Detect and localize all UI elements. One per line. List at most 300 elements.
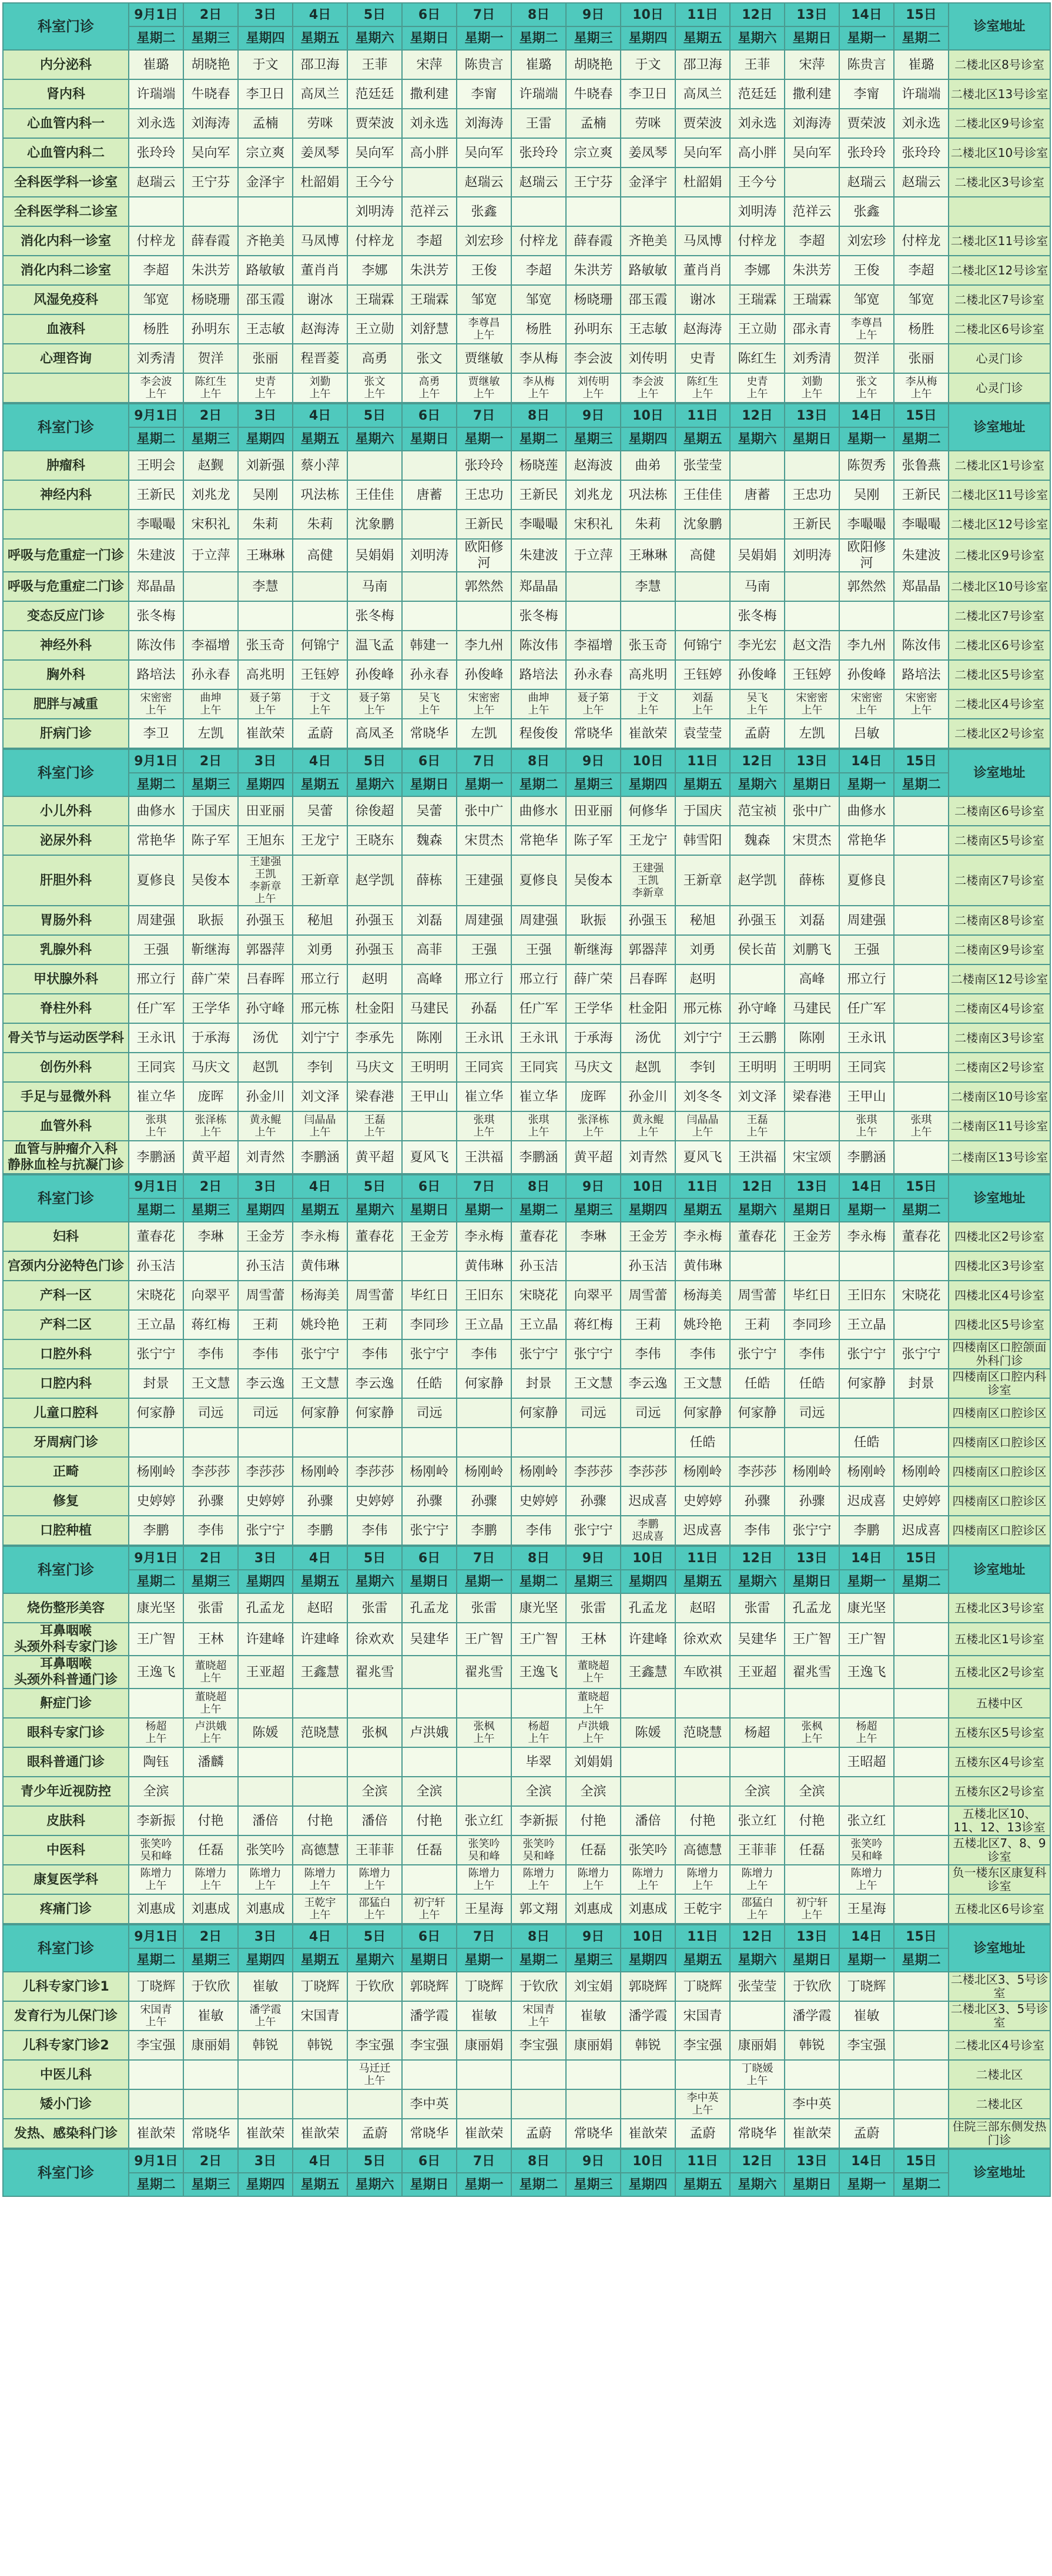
doctor-cell: 高兆明 (238, 660, 293, 689)
doctor-cell: 赵明 (347, 964, 402, 994)
date-header: 9月1日 (129, 2149, 183, 2173)
doctor-cell (675, 2060, 730, 2089)
doctor-cell: 丁晓媛 上午 (730, 2060, 785, 2089)
department-row (3, 1806, 1050, 1835)
doctor-cell: 田亚丽 (566, 796, 621, 826)
doctor-cell: 王强 (839, 935, 894, 964)
room-location: 二楼南区9号诊室 (949, 935, 1050, 964)
doctor-cell: 陈增力 上午 (347, 1865, 402, 1894)
doctor-cell: 王雷 (511, 109, 566, 138)
doctor-cell: 崔立华 (129, 1082, 183, 1111)
doctor-cell: 吕春晖 (621, 964, 675, 994)
weekday-header: 星期五 (293, 1198, 347, 1222)
doctor-cell: 李甯 (839, 79, 894, 109)
doctor-cell: 崔歆荣 (293, 2119, 347, 2148)
doctor-cell: 封景 (894, 1369, 949, 1398)
doctor-cell: 王广智 (839, 1623, 894, 1656)
doctor-cell: 宋密密 上午 (457, 689, 511, 719)
doctor-cell: 邵卫海 (293, 50, 347, 79)
doctor-cell: 李伟 (347, 1516, 402, 1545)
doctor-cell: 李九州 (457, 631, 511, 660)
department-name: 儿科专家门诊1 (3, 1972, 129, 2001)
doctor-cell: 潘学霞 上午 (238, 2001, 293, 2031)
doctor-cell: 刘秀清 (129, 344, 183, 373)
doctor-cell: 付艳 (183, 1806, 238, 1835)
weekday-header: 星期五 (675, 773, 730, 796)
date-header: 9月1日 (129, 1546, 183, 1570)
date-header: 14日 (839, 3, 894, 26)
weekday-header: 星期日 (785, 773, 839, 796)
date-header: 4日 (293, 1175, 347, 1198)
doctor-cell: 劳咪 (621, 109, 675, 138)
doctor-cell: 李伟 (457, 1339, 511, 1369)
weekday-header: 星期日 (402, 2173, 457, 2196)
doctor-cell: 陈子军 (566, 826, 621, 855)
doctor-cell: 李伟 (183, 1516, 238, 1545)
doctor-cell: 赵海涛 (675, 314, 730, 344)
doctor-cell (894, 2001, 949, 2031)
doctor-cell (894, 2089, 949, 2119)
doctor-cell: 李鹏 (293, 1516, 347, 1545)
doctor-cell: 宋贯杰 (785, 826, 839, 855)
date-header: 11日 (675, 1175, 730, 1198)
doctor-cell: 张笑吟 吴和峰 (457, 1835, 511, 1865)
room-location: 五楼东区5号诊室 (949, 1718, 1050, 1747)
department-row (3, 1777, 1050, 1806)
weekday-header: 星期四 (238, 1948, 293, 1972)
weekday-header-row (3, 26, 1050, 50)
doctor-cell: 张笑吟 吴和峰 (129, 1835, 183, 1865)
doctor-cell (183, 1777, 238, 1806)
date-header: 12日 (730, 1925, 785, 1948)
doctor-cell (839, 2060, 894, 2089)
date-header: 12日 (730, 1546, 785, 1570)
date-header: 14日 (839, 1175, 894, 1198)
doctor-cell: 马南 (347, 572, 402, 601)
weekday-header: 星期六 (347, 1948, 402, 1972)
doctor-cell: 李莎莎 (347, 1457, 402, 1486)
doctor-cell: 韩锐 (238, 2031, 293, 2060)
weekday-header: 星期二 (511, 427, 566, 451)
doctor-cell: 孙骤 (183, 1486, 238, 1516)
department-name: 耳鼻咽喉 头颈外科专家门诊 (3, 1623, 129, 1656)
doctor-cell: 孙强玉 (238, 906, 293, 935)
doctor-cell: 马庆文 (566, 1053, 621, 1082)
date-header-row (3, 2149, 1050, 2173)
department-row (3, 138, 1050, 168)
doctor-cell: 初宁轩 上午 (402, 1894, 457, 1924)
doctor-cell: 王新民 (457, 510, 511, 539)
doctor-cell: 靳继海 (183, 935, 238, 964)
doctor-cell: 周雪蕾 (347, 1281, 402, 1310)
doctor-cell: 张冬梅 (129, 601, 183, 631)
date-header: 9日 (566, 749, 621, 773)
date-header: 9月1日 (129, 749, 183, 773)
date-header: 12日 (730, 1175, 785, 1198)
date-header: 6日 (402, 3, 457, 26)
doctor-cell: 牛晓春 (566, 79, 621, 109)
room-location: 二楼北区3号诊室 (949, 168, 1050, 197)
weekday-header: 星期二 (129, 1948, 183, 1972)
department-row (3, 50, 1050, 79)
doctor-cell: 李会波 上午 (129, 373, 183, 403)
doctor-cell (566, 601, 621, 631)
doctor-cell: 黄平超 (566, 1141, 621, 1174)
doctor-cell: 孟蔚 (730, 719, 785, 748)
doctor-cell (894, 1428, 949, 1457)
doctor-cell: 宋国青 (675, 2001, 730, 2031)
doctor-cell (894, 601, 949, 631)
schedule-section-0 (2, 2, 1051, 403)
doctor-cell: 李超 (402, 226, 457, 256)
doctor-cell: 杨晓莲 (511, 451, 566, 480)
doctor-cell: 李莎莎 (621, 1457, 675, 1486)
doctor-cell: 夏风飞 (402, 1141, 457, 1174)
doctor-cell: 周建强 (129, 906, 183, 935)
doctor-cell: 张冬梅 (511, 601, 566, 631)
date-header: 9日 (566, 1925, 621, 1948)
doctor-cell (894, 1053, 949, 1082)
doctor-cell: 刘舒慧 (402, 314, 457, 344)
doctor-cell: 任广军 (129, 994, 183, 1023)
doctor-cell: 任皓 (785, 1369, 839, 1398)
date-header: 11日 (675, 749, 730, 773)
doctor-cell (894, 1023, 949, 1053)
department-row (3, 109, 1050, 138)
doctor-cell: 黄平超 (347, 1141, 402, 1174)
date-header: 5日 (347, 1925, 402, 1948)
doctor-cell: 聂子第 上午 (238, 689, 293, 719)
doctor-cell: 刘勤 上午 (293, 373, 347, 403)
doctor-cell: 李卫日 (621, 79, 675, 109)
doctor-cell: 高勇 (347, 344, 402, 373)
weekday-header: 星期日 (785, 26, 839, 50)
doctor-cell: 杨刚岭 (511, 1457, 566, 1486)
doctor-cell: 吴娟娟 (730, 539, 785, 572)
weekday-header: 星期二 (894, 427, 949, 451)
doctor-cell: 王新民 (785, 510, 839, 539)
department-name: 全科医学科一诊室 (3, 168, 129, 197)
doctor-cell (511, 197, 566, 226)
date-header: 9月1日 (129, 3, 183, 26)
doctor-cell: 邹宽 (511, 285, 566, 314)
doctor-cell: 王新民 (511, 480, 566, 510)
doctor-cell: 王金芳 (785, 1222, 839, 1251)
doctor-cell: 潘麟 (183, 1747, 238, 1777)
doctor-cell: 崔璐 (511, 50, 566, 79)
date-header: 13日 (785, 404, 839, 427)
doctor-cell: 常晓华 (566, 2119, 621, 2148)
doctor-cell: 侯长苗 (730, 935, 785, 964)
doctor-cell: 李永梅 (839, 1222, 894, 1251)
department-row (3, 373, 1050, 403)
doctor-cell: 薛春霞 (566, 226, 621, 256)
doctor-cell: 董晓超 上午 (183, 1689, 238, 1718)
doctor-cell: 孟蔚 (347, 2119, 402, 2148)
weekday-header: 星期六 (347, 427, 402, 451)
doctor-cell: 王莉 (238, 1310, 293, 1339)
doctor-cell: 孙强玉 (621, 906, 675, 935)
doctor-cell: 崔敏 (839, 2001, 894, 2031)
doctor-cell: 宋晓花 (894, 1281, 949, 1310)
department-row (3, 1310, 1050, 1339)
doctor-cell: 杨刚岭 (785, 1457, 839, 1486)
department-name: 呼吸与危重症二门诊 (3, 572, 129, 601)
doctor-cell: 高健 (293, 539, 347, 572)
doctor-cell: 王亚超 (238, 1656, 293, 1689)
doctor-cell: 李鹏 (457, 1516, 511, 1545)
doctor-cell: 于钦欣 (183, 1972, 238, 2001)
department-row (3, 796, 1050, 826)
doctor-cell: 杨刚岭 (839, 1457, 894, 1486)
doctor-cell: 张宁宁 (785, 1516, 839, 1545)
doctor-cell (894, 855, 949, 906)
doctor-cell: 付艳 (566, 1806, 621, 1835)
date-header: 4日 (293, 2149, 347, 2173)
doctor-cell: 司远 (402, 1398, 457, 1428)
doctor-cell (347, 1747, 402, 1777)
schedule-section-4 (2, 1546, 1051, 1924)
doctor-cell (402, 2060, 457, 2089)
doctor-cell: 王新章 (675, 855, 730, 906)
doctor-cell: 耿振 (566, 906, 621, 935)
doctor-cell: 贾荣波 (839, 109, 894, 138)
doctor-cell: 杨刚岭 (293, 1457, 347, 1486)
weekday-header: 星期六 (730, 427, 785, 451)
doctor-cell: 马迁迁 上午 (347, 2060, 402, 2089)
doctor-cell: 张枫 (347, 1718, 402, 1747)
doctor-cell: 陈增力 上午 (238, 1865, 293, 1894)
doctor-cell: 司远 (785, 1398, 839, 1428)
doctor-cell: 于立萍 (566, 539, 621, 572)
department-name: 眼科普通门诊 (3, 1747, 129, 1777)
room-location: 二楼北区11号诊室 (949, 480, 1050, 510)
date-header: 2日 (183, 1925, 238, 1948)
doctor-cell: 孙骤 (566, 1486, 621, 1516)
doctor-cell: 宗立爽 (566, 138, 621, 168)
doctor-cell: 张泽栋 上午 (566, 1111, 621, 1141)
doctor-cell: 于立萍 (183, 539, 238, 572)
doctor-cell (785, 1865, 839, 1894)
doctor-cell: 李新振 (129, 1806, 183, 1835)
doctor-cell: 崔歆荣 (785, 2119, 839, 2148)
doctor-cell (894, 796, 949, 826)
date-header: 7日 (457, 749, 511, 773)
doctor-cell: 董晓超 上午 (566, 1656, 621, 1689)
doctor-cell: 王旧东 (457, 1281, 511, 1310)
doctor-cell (785, 1747, 839, 1777)
doctor-cell: 左凯 (183, 719, 238, 748)
date-header: 10日 (621, 1546, 675, 1570)
doctor-cell: 张笑吟 吴和峰 (839, 1835, 894, 1865)
doctor-cell: 王立晶 (457, 1310, 511, 1339)
doctor-cell: 范宝祯 (730, 796, 785, 826)
doctor-cell: 吴蕾 (402, 796, 457, 826)
doctor-cell (894, 1251, 949, 1281)
doctor-cell (238, 1747, 293, 1777)
doctor-cell: 孙玉洁 (621, 1251, 675, 1281)
doctor-cell: 吴向军 (347, 138, 402, 168)
doctor-cell: 李中英 (402, 2089, 457, 2119)
doctor-cell: 李鹏 (129, 1516, 183, 1545)
date-header: 3日 (238, 3, 293, 26)
weekday-header: 星期二 (511, 1198, 566, 1222)
location-header: 诊室地址 (949, 1925, 1050, 1972)
weekday-header: 星期二 (129, 2173, 183, 2196)
doctor-cell: 付梓龙 (730, 226, 785, 256)
department-name: 口腔外科 (3, 1339, 129, 1369)
doctor-cell: 史婷婷 (129, 1486, 183, 1516)
doctor-cell (402, 510, 457, 539)
doctor-cell: 宋国青 上午 (129, 2001, 183, 2031)
doctor-cell: 曲修水 (511, 796, 566, 826)
dept-header: 科室门诊 (3, 1925, 129, 1972)
doctor-cell (894, 197, 949, 226)
doctor-cell: 何家静 (675, 1398, 730, 1428)
doctor-cell: 赵瑞云 (839, 168, 894, 197)
doctor-cell (894, 1718, 949, 1747)
date-header: 5日 (347, 1175, 402, 1198)
department-row (3, 631, 1050, 660)
doctor-cell (730, 451, 785, 480)
department-row (3, 1369, 1050, 1398)
doctor-cell: 宋国青 上午 (511, 2001, 566, 2031)
doctor-cell: 王志敏 (238, 314, 293, 344)
doctor-cell: 周建强 (839, 906, 894, 935)
date-header: 13日 (785, 1925, 839, 1948)
doctor-cell: 王同宾 (129, 1053, 183, 1082)
doctor-cell: 吴娟娟 (347, 539, 402, 572)
doctor-cell: 赵学凯 (730, 855, 785, 906)
doctor-cell: 巩法栋 (293, 480, 347, 510)
doctor-cell: 杨超 上午 (511, 1718, 566, 1747)
doctor-cell (839, 1251, 894, 1281)
doctor-cell: 李鹏涵 (129, 1141, 183, 1174)
doctor-cell: 李超 (785, 226, 839, 256)
doctor-cell: 李鹏涵 (839, 1141, 894, 1174)
weekday-header: 星期一 (457, 1570, 511, 1593)
doctor-cell: 吴飞 上午 (402, 689, 457, 719)
department-row (3, 1251, 1050, 1281)
doctor-cell: 张玉奇 (621, 631, 675, 660)
weekday-header: 星期三 (183, 1948, 238, 1972)
doctor-cell: 赵瑞云 (511, 168, 566, 197)
location-header: 诊室地址 (949, 1546, 1050, 1593)
doctor-cell: 李莎莎 (238, 1457, 293, 1486)
doctor-cell: 康丽娟 (457, 2031, 511, 2060)
location-header: 诊室地址 (949, 404, 1050, 451)
department-row (3, 1339, 1050, 1369)
room-location: 住院三部东侧发热门诊 (949, 2119, 1050, 2148)
dept-header: 科室门诊 (3, 3, 129, 50)
doctor-cell: 张玲玲 (839, 138, 894, 168)
doctor-cell: 孙骤 (457, 1486, 511, 1516)
doctor-cell: 邢立行 (839, 964, 894, 994)
doctor-cell: 于国庆 (183, 796, 238, 826)
doctor-cell: 陈增力 上午 (730, 1865, 785, 1894)
schedule-section-5 (2, 1924, 1051, 2149)
doctor-cell: 马庆文 (347, 1053, 402, 1082)
doctor-cell: 崔歆荣 (238, 2119, 293, 2148)
doctor-cell: 李中英 上午 (675, 2089, 730, 2119)
doctor-cell: 张鑫 (457, 197, 511, 226)
doctor-cell: 马庆文 (183, 1053, 238, 1082)
department-row (3, 226, 1050, 256)
doctor-cell: 王逸飞 (839, 1656, 894, 1689)
doctor-cell: 李伟 (511, 1516, 566, 1545)
date-header-row (3, 1925, 1050, 1948)
doctor-cell: 赵凯 (238, 1053, 293, 1082)
date-header: 5日 (347, 404, 402, 427)
doctor-cell (839, 1689, 894, 1718)
doctor-cell (894, 2119, 949, 2148)
doctor-cell: 欧阳修河 (457, 539, 511, 572)
weekday-header: 星期日 (785, 427, 839, 451)
doctor-cell: 于文 (621, 50, 675, 79)
doctor-cell: 刘明涛 (730, 197, 785, 226)
doctor-cell: 张鲁燕 (894, 451, 949, 480)
doctor-cell: 杜韶娟 (675, 168, 730, 197)
weekday-header: 星期五 (675, 26, 730, 50)
doctor-cell: 高兆明 (621, 660, 675, 689)
doctor-cell: 王明会 (129, 451, 183, 480)
doctor-cell: 张雷 (730, 1593, 785, 1623)
doctor-cell: 路敏敏 (238, 256, 293, 285)
doctor-cell (566, 197, 621, 226)
doctor-cell: 吴向军 (785, 138, 839, 168)
doctor-cell: 王龙宁 (293, 826, 347, 855)
date-header: 7日 (457, 1175, 511, 1198)
department-row (3, 719, 1050, 748)
location-header: 诊室地址 (949, 1175, 1050, 1222)
doctor-cell: 齐艳美 (621, 226, 675, 256)
weekday-header: 星期四 (238, 427, 293, 451)
doctor-cell: 张玲玲 (511, 138, 566, 168)
department-name: 脊柱外科 (3, 994, 129, 1023)
department-row (3, 1835, 1050, 1865)
doctor-cell (347, 2001, 402, 2031)
doctor-cell (621, 197, 675, 226)
weekday-header: 星期三 (566, 2173, 621, 2196)
doctor-cell: 王逸飞 (129, 1656, 183, 1689)
weekday-header: 星期五 (293, 1570, 347, 1593)
doctor-cell (457, 1689, 511, 1718)
department-name: 正畸 (3, 1457, 129, 1486)
doctor-cell (457, 1428, 511, 1457)
doctor-cell: 孙明东 (566, 314, 621, 344)
doctor-cell: 迟成喜 (675, 1516, 730, 1545)
doctor-cell: 王明明 (402, 1053, 457, 1082)
doctor-cell: 王琳琳 (238, 539, 293, 572)
doctor-cell: 马建民 (785, 994, 839, 1023)
doctor-cell: 陈增力 上午 (621, 1865, 675, 1894)
weekday-header: 星期四 (621, 773, 675, 796)
doctor-cell: 张立红 (730, 1806, 785, 1835)
doctor-cell: 毕红日 (785, 1281, 839, 1310)
date-header: 15日 (894, 1546, 949, 1570)
room-location: 五楼北区6号诊室 (949, 1894, 1050, 1924)
doctor-cell: 马建民 (402, 994, 457, 1023)
doctor-cell: 常艳华 (511, 826, 566, 855)
weekday-header: 星期一 (457, 773, 511, 796)
doctor-cell: 汤优 (621, 1023, 675, 1053)
doctor-cell: 邢立行 (457, 964, 511, 994)
department-name: 儿科专家门诊2 (3, 2031, 129, 2060)
doctor-cell: 常晓华 (566, 719, 621, 748)
doctor-cell: 刘勤 上午 (785, 373, 839, 403)
date-header: 3日 (238, 2149, 293, 2173)
doctor-cell: 欧阳修河 (839, 539, 894, 572)
